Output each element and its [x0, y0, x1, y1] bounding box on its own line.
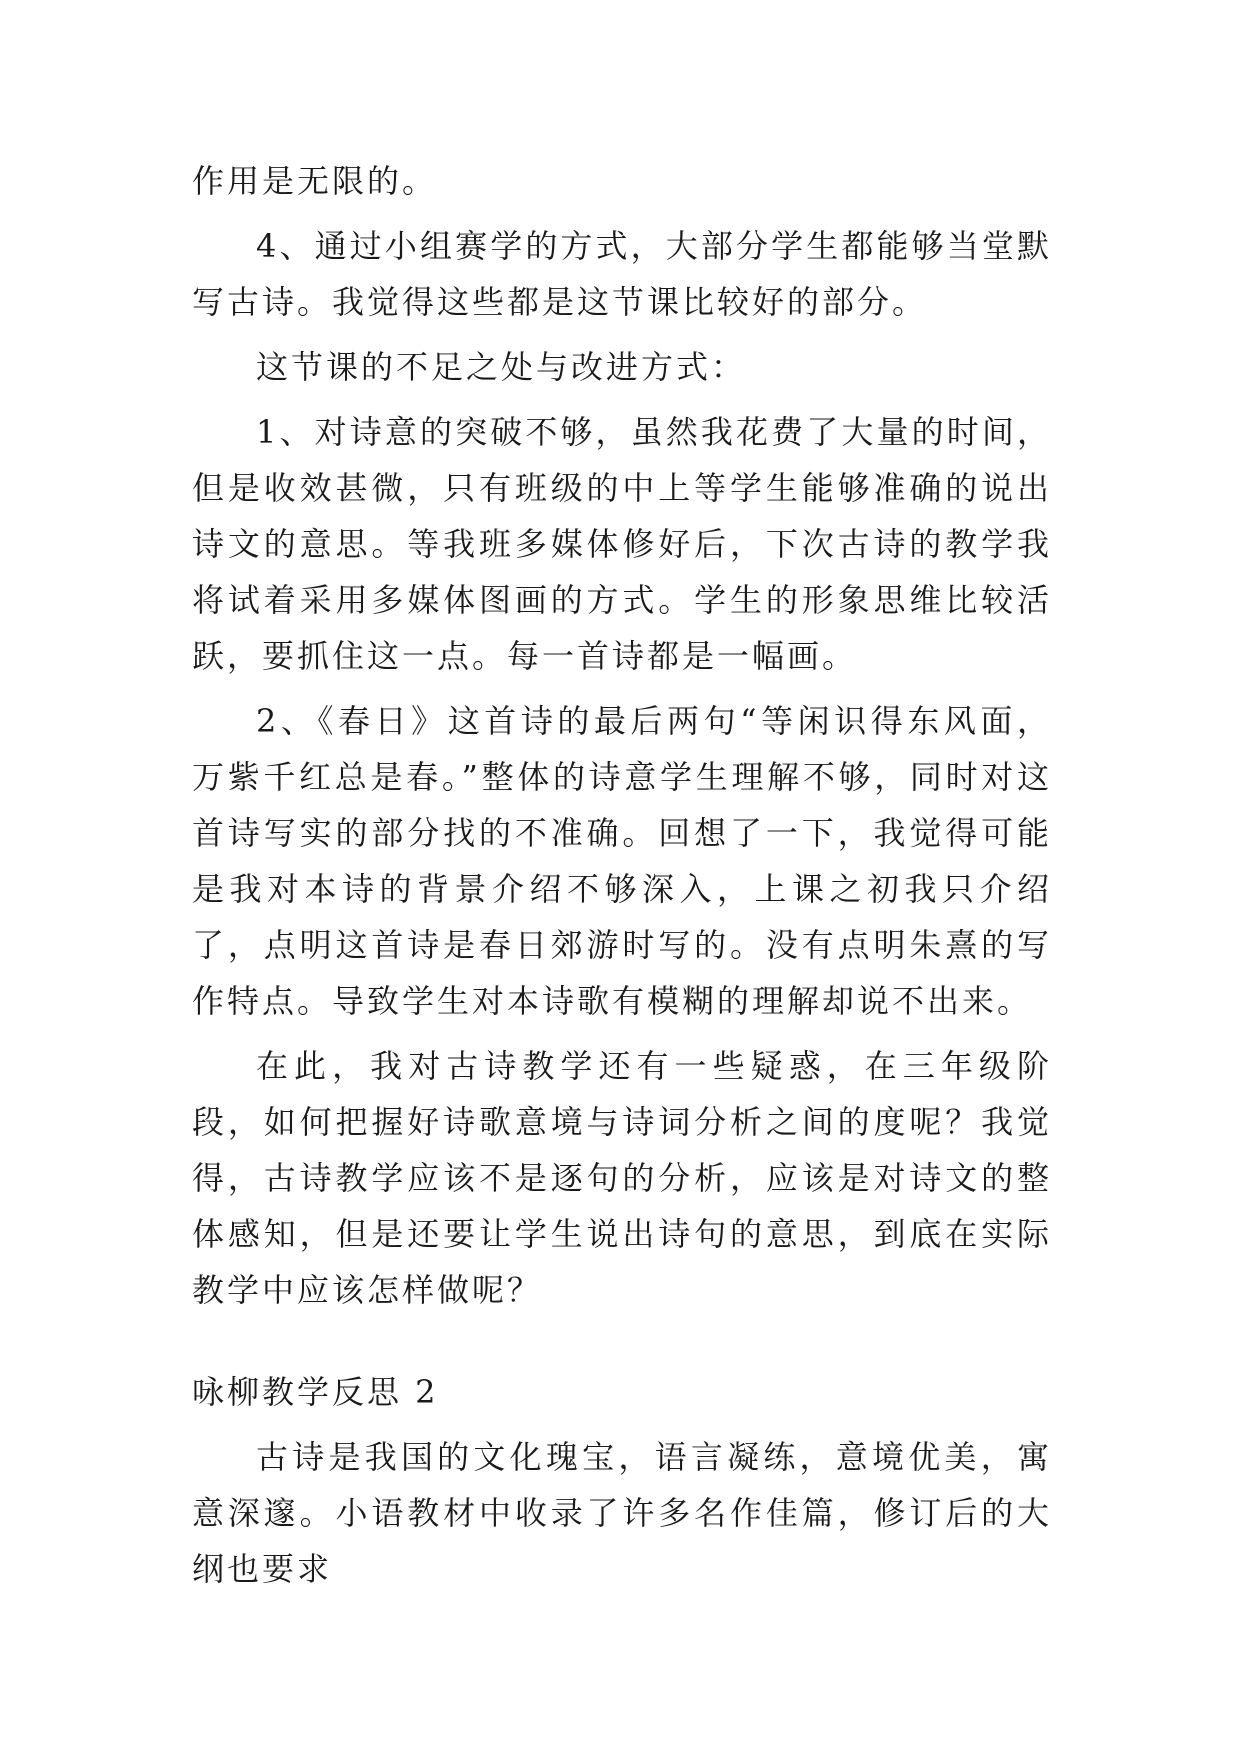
paragraph-continuation: 作用是无限的。 [192, 162, 438, 200]
section-heading: 咏柳教学反思 2 [192, 1373, 439, 1411]
document-body [192, 153, 1052, 1606]
paragraph-shortcomings-intro: 这节课的不足之处与改进方式： [256, 348, 747, 386]
paragraph-section-intro: 古诗是我国的文化瑰宝，语言凝练，意境优美，寓意深邃。小语教材中收录了许多名作佳篇，修订后的大纲也要求 [192, 1438, 1052, 1588]
paragraph-shortcoming-1: 1、对诗意的突破不够，虽然我花费了大量的时间，但是收效甚微，只有班级的中上等学生能够准确的说出诗文的意思。等我班多媒体修好后，下次古诗的教学我将试着采用多媒体图画的方式。学生的形象思维比较活跃，要抓住这一点。每一首诗都是一幅画。 [192, 413, 1052, 675]
paragraph-shortcoming-2: 2、《春日》这首诗的最后两句“等闲识得东风面，万紫千红总是春。”整体的诗意学生理解不够，同时对这首诗写实的部分找的不准确。回想了一下，我觉得可能是我对本诗的背景介绍不够深入，上课之初我只介绍了，点明这首诗是春日郊游时写的。没有点明朱熹的写作特点。导致学生对本诗歌有模糊的理解却说不出来。 [192, 702, 1052, 1020]
paragraph-questions: 在此，我对古诗教学还有一些疑惑，在三年级阶段，如何把握好诗歌意境与诗词分析之间的度呢？我觉得，古诗教学应该不是逐句的分析，应该是对诗文的整体感知，但是还要让学生说出诗句的意思，到底在实际教学中应该怎样做呢？ [192, 1047, 1052, 1309]
paragraph-point-4: 4、通过小组赛学的方式，大部分学生都能够当堂默写古诗。我觉得这些都是这节课比较好的部分。 [192, 227, 1052, 321]
